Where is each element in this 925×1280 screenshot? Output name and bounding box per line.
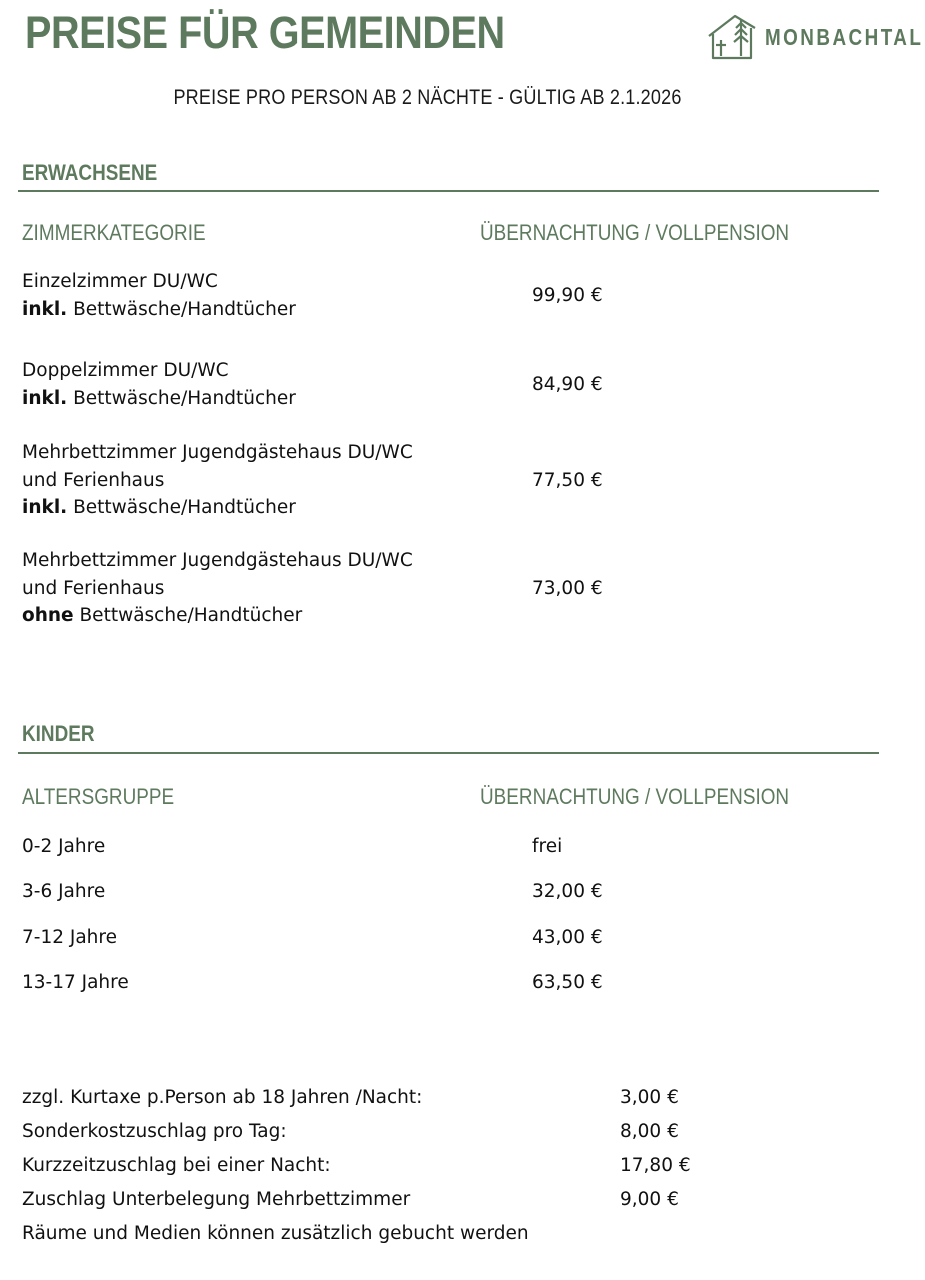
room-price: 77,50 € [532, 470, 603, 491]
fee-label: Sonderkostzuschlag pro Tag: [22, 1121, 287, 1142]
room-name-cont: und Ferienhaus [22, 469, 165, 491]
age-group: 3-6 Jahre [22, 881, 106, 902]
fee-row [0, 1183, 925, 1217]
column-header-room-category: ZIMMERKATEGORIE [22, 220, 206, 245]
column-header-price: ÜBERNACHTUNG / VOLLPENSION [480, 220, 790, 245]
fee-price: 17,80 € [620, 1155, 691, 1176]
fee-price: 3,00 € [620, 1087, 679, 1108]
fee-price: 9,00 € [620, 1189, 679, 1210]
fee-row [0, 1115, 925, 1149]
fee-label: zzgl. Kurtaxe p.Person ab 18 Jahren /Nacht: [22, 1087, 423, 1108]
age-price: 43,00 € [532, 927, 603, 948]
fee-label: Zuschlag Unterbelegung Mehrbettzimmer [22, 1189, 411, 1210]
page-subtitle: PREISE PRO PERSON AB 2 NÄCHTE - GÜLTIG AB 2.1.2026 [173, 86, 682, 109]
age-price: 32,00 € [532, 881, 603, 902]
room-price: 99,90 € [532, 285, 603, 306]
section-title-adults: ERWACHSENE [22, 160, 158, 185]
room-linen: inkl. Bettwäsche/Handtücher [22, 298, 296, 320]
room-name: Einzelzimmer DU/WC [22, 271, 218, 292]
room-name: Mehrbettzimmer Jugendgästehaus DU/WC [22, 442, 413, 463]
house-cross-tree-icon [707, 14, 757, 60]
column-header-age-group: ALTERSGRUPPE [22, 784, 175, 809]
room-linen: inkl. Bettwäsche/Handtücher [22, 497, 296, 518]
age-group: 0-2 Jahre [22, 836, 106, 857]
fee-row [0, 1149, 925, 1183]
fee-row [0, 1081, 925, 1115]
room-category [22, 439, 413, 522]
room-name: Doppelzimmer DU/WC [22, 360, 229, 381]
room-price: 73,00 € [532, 578, 603, 599]
logo-text: MONBACHTAL [765, 23, 924, 50]
room-category [22, 547, 413, 630]
room-name: Mehrbettzimmer Jugendgästehaus DU/WC [22, 550, 413, 571]
age-group: 7-12 Jahre [22, 927, 117, 948]
logo [707, 14, 925, 60]
age-group: 13-17 Jahre [22, 972, 129, 993]
age-price: 63,50 € [532, 972, 603, 993]
section-title-children: KINDER [22, 721, 95, 746]
booking-note: Räume und Medien können zusätzlich gebucht werden [22, 1223, 529, 1244]
room-linen: ohne Bettwäsche/Handtücher [22, 605, 303, 626]
page-title: PREISE FÜR GEMEINDEN [25, 7, 505, 58]
fee-label: Kurzzeitzuschlag bei einer Nacht: [22, 1155, 331, 1176]
age-price: frei [532, 836, 563, 857]
column-header-price: ÜBERNACHTUNG / VOLLPENSION [480, 784, 790, 809]
room-category [22, 268, 296, 323]
room-linen: inkl. Bettwäsche/Handtücher [22, 387, 296, 409]
fee-price: 8,00 € [620, 1121, 679, 1142]
room-price: 84,90 € [532, 374, 603, 395]
section-divider [18, 190, 879, 192]
room-category [22, 357, 296, 412]
room-name-cont: und Ferienhaus [22, 577, 165, 599]
section-divider [18, 752, 879, 754]
